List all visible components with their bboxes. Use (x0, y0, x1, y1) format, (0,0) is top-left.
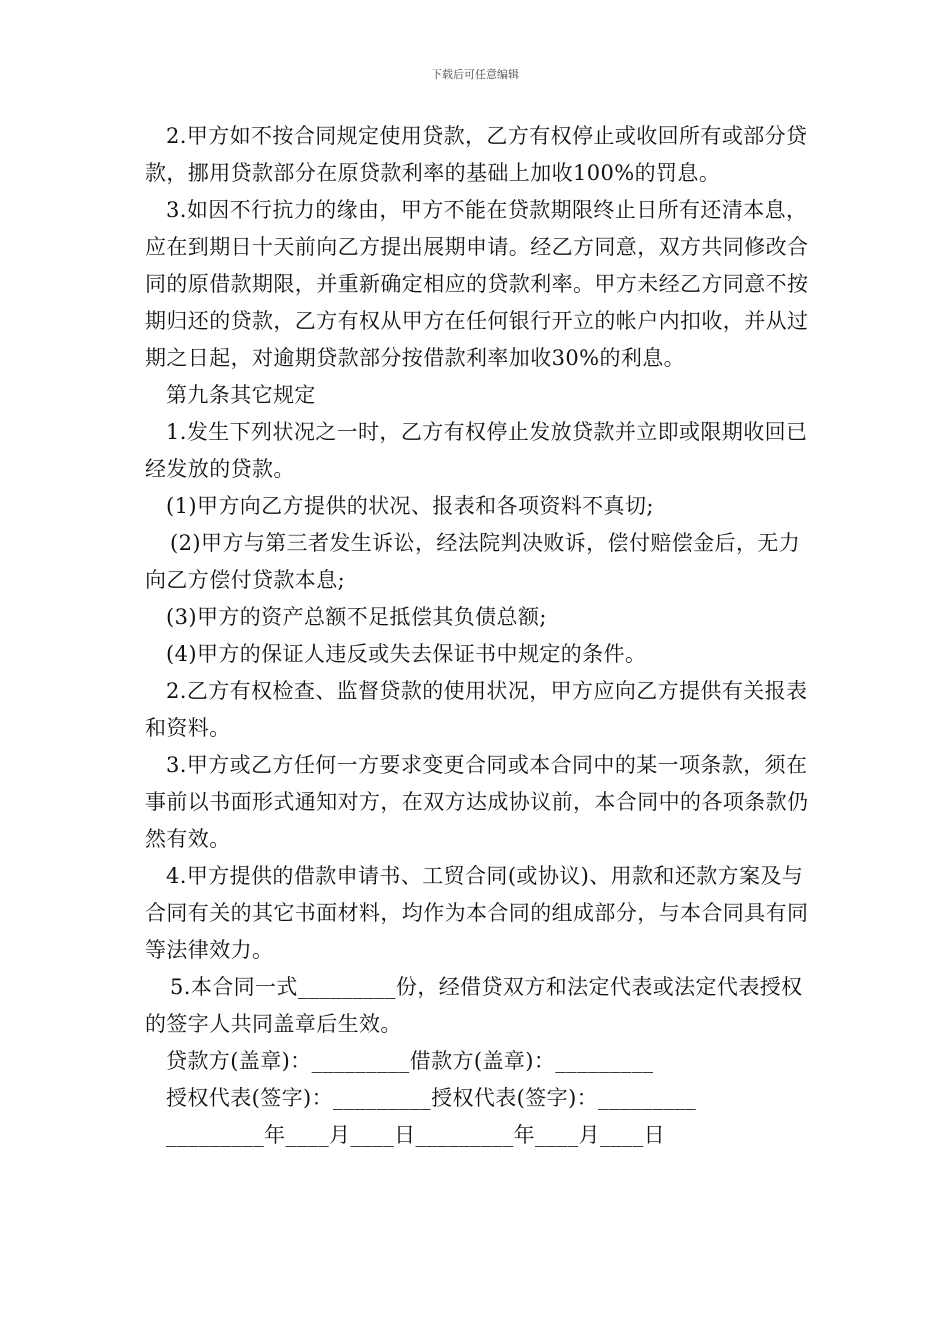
signature-line-representatives: 授权代表(签字)：_________授权代表(签字)：_________ (166, 1086, 697, 1110)
signature-line-seals: 贷款方(盖章)：_________借款方(盖章)：_________ (166, 1049, 654, 1073)
paragraph-clause-5-copies: 5.本合同一式_________份，经借贷双方和法定代表或法定代表授权的签字人共同盖章后生效。 (145, 975, 803, 1036)
page-header: 下载后可任意编辑 (431, 68, 519, 81)
paragraph-clause-3-amendment: 3.甲方或乙方任何一方要求变更合同或本合同中的某一项条款，须在事前以书面形式通知对方，在双方达成协议前，本合同中的各项条款仍然有效。 (145, 753, 809, 851)
paragraph-clause-2-inspection: 2.乙方有权检查、监督贷款的使用状况，甲方应向乙方提供有关报表和资料。 (145, 679, 808, 740)
signature-line-dates: _________年____月____日_________年____月____日 (166, 1123, 665, 1147)
document-body (145, 118, 810, 1154)
paragraph-clause-2-penalty: 2.甲方如不按合同规定使用贷款，乙方有权停止或收回所有或部分贷款，挪用贷款部分在原贷款利率的基础上加收100%的罚息。 (145, 124, 808, 185)
paragraph-clause-4-attachments: 4.甲方提供的借款申请书、工贸合同(或协议)、用款和还款方案及与合同有关的其它书面材料，均作为本合同的组成部分，与本合同具有同等法律效力。 (145, 864, 809, 962)
paragraph-clause-3-extension: 3.如因不行抗力的缘由，甲方不能在贷款期限终止日所有还清本息，应在到期日十天前向乙方提出展期申请。经乙方同意，双方共同修改合同的原借款期限，并重新确定相应的贷款利率。甲方未经乙方同意不按期归还的贷款，乙方有权从甲方在任何银行开立的帐户内扣收，并从过期之日起，对逾期贷款部分按借款利率加收30%的利息。 (145, 198, 809, 370)
paragraph-clause-1-conditions: 1.发生下列状况之一时，乙方有权停止发放贷款并立即或限期收回已经发放的贷款。 (145, 420, 808, 481)
section-heading-article-9: 第九条其它规定 (166, 383, 316, 407)
list-item-condition-3: (3)甲方的资产总额不足抵偿其负债总额; (166, 605, 547, 629)
list-item-condition-1: (1)甲方向乙方提供的状况、报表和各项资料不真切; (166, 494, 654, 518)
list-item-condition-2: (2)甲方与第三者发生诉讼，经法院判决败诉，偿付赔偿金后，无力向乙方偿付贷款本息; (145, 531, 801, 592)
list-item-condition-4: (4)甲方的保证人违反或失去保证书中规定的条件。 (166, 642, 647, 666)
